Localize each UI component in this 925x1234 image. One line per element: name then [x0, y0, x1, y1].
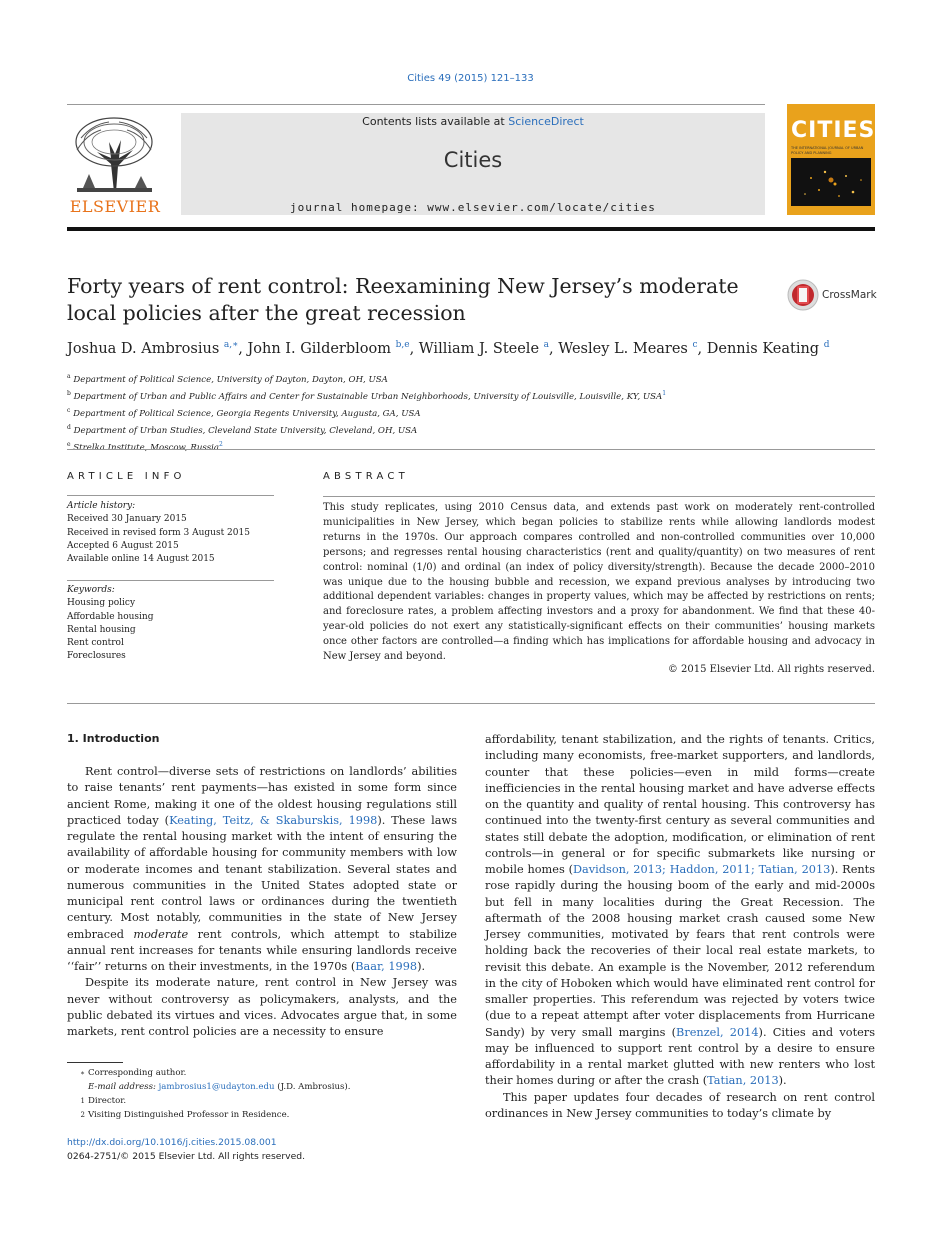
text-run: rent controls, which attempt to stabilize annual rent increases for tenants while ensuring landlords receive ‘‘fair’’ returns on their investments, in the 1970s ( — [67, 927, 457, 973]
keyword-item: Foreclosures — [67, 651, 126, 662]
paragraph: This paper updates four decades of research on rent control ordinances in New Jersey communities to today’s climate by — [485, 1090, 875, 1120]
affiliation-item — [67, 421, 875, 438]
footnote-item — [67, 1066, 457, 1080]
section-heading: 1. Introduction — [67, 732, 160, 745]
journal-name: Cities — [443, 148, 503, 172]
citation-link[interactable]: Tatian, 2013 — [707, 1074, 779, 1088]
elsevier-wordmark: ELSEVIER — [69, 197, 161, 216]
affiliation-list — [67, 370, 875, 455]
abstract-divider — [323, 496, 875, 497]
footnote-divider — [67, 1062, 123, 1063]
text-run: Rent control—diverse sets of restrictions on landlords’ abilities to raise tenants’ rent payments—has existed in some form since ancient Rome, making it one of the oldest housing regulations still practiced today ( — [67, 765, 457, 827]
author-affil-mark[interactable]: a,∗ — [223, 340, 239, 350]
text-run: affordability, tenant stabilization, and the rights of tenants. Critics, including many economists, free-market supporters, and landlords, counter that these policies—even in mild forms—create inefficiencies in the rental housing market and have adverse effects on the quantity and quality of rental housing. This controversy has continued into the twenty-first century as several communities and states still debate the adoption, modification, or elimination of rent controls—in general or for specific submarkets like nursing or mobile homes ( — [485, 733, 875, 876]
doi-link[interactable]: http://dx.doi.org/10.1016/j.cities.2015.08.001 — [67, 1137, 277, 1148]
keyword-item: Affordable housing — [67, 611, 154, 622]
article-info-heading: ARTICLE INFO — [67, 471, 186, 482]
affiliation-item — [67, 387, 875, 404]
affiliation-item — [67, 404, 875, 421]
citation-link[interactable]: Davidson, 2013; Haddon, 2011; Tatian, 2013 — [573, 863, 831, 876]
cover-title: CITIES — [791, 118, 875, 143]
text-run: ). Cities and voters may be influenced to support rent control by a desire to ensure affordability in a rental market glutted with new renters who lost their homes during or after the crash ( — [485, 1025, 875, 1088]
body-column-right — [485, 732, 875, 1122]
paragraph — [67, 764, 457, 975]
paragraph: Despite its moderate nature, rent control in New Jersey was never without controversy as policymakers, analysts, and the public debated its virtues and vices. Advocates argue that, in some markets, rent control policies are a necessity to ensure — [67, 976, 457, 1038]
history-item: Received in revised form 3 August 2015 — [67, 527, 250, 538]
history-item: Accepted 6 August 2015 — [67, 540, 179, 551]
keywords-label: Keywords: — [67, 585, 115, 595]
affil-mark: b — [67, 390, 71, 398]
author-affil-mark[interactable]: d — [823, 340, 830, 350]
email-suffix: (J.D. Ambrosius). — [277, 1082, 351, 1092]
history-item: Received 30 January 2015 — [67, 514, 187, 525]
citation-link[interactable]: Baar, 1998 — [355, 960, 418, 973]
text-run: ). — [778, 1074, 787, 1088]
contents-prefix: Contents lists available at — [362, 115, 505, 128]
footnote-text: Visiting Distinguished Professor in Residence. — [88, 1110, 290, 1120]
citation-link[interactable]: Keating, Teitz, & Skaburskis, 1998 — [169, 813, 378, 827]
contents-line — [181, 115, 765, 128]
article-title: Forty years of rent control: Reexamining New Jersey’s moderate local policies after the great recession — [67, 274, 739, 325]
affil-text: Department of Political Science, Georgia Regents University, Augusta, GA, USA — [73, 408, 421, 419]
crossmark-icon[interactable] — [787, 279, 819, 311]
affil-text: Department of Political Science, University of Dayton, Dayton, OH, USA — [73, 374, 388, 385]
journal-citation[interactable]: Cities 49 (2015) 121–133 — [407, 73, 534, 84]
issn-copyright: 0264-2751/© 2015 Elsevier Ltd. All rights reserved. — [67, 1151, 306, 1162]
author-affil-mark[interactable]: c — [692, 340, 698, 350]
paragraph — [485, 732, 875, 1090]
article-info-divider — [67, 495, 274, 496]
affil-mark: d — [67, 424, 71, 432]
body-column-left — [67, 764, 457, 1040]
affil-mark: e — [67, 441, 71, 449]
footnote-text: Corresponding author. — [88, 1068, 187, 1078]
history-item: Available online 14 August 2015 — [67, 554, 215, 565]
cover-image — [791, 158, 871, 206]
author-list: Joshua D. Ambrosius $^{a,∗}$, John I. Gilderbloom $^{b,e}$, William J. Steele $^a$, Wesley L. Meares $^c$, Dennis Keating $^d$ — [67, 340, 830, 357]
history-label: Article history: — [67, 501, 136, 511]
author-name[interactable]: Dennis Keating — [706, 340, 820, 357]
footnote-text: Director. — [88, 1096, 127, 1106]
affil-text: Department of Urban and Public Affairs and Center for Sustainable Urban Neighborhoods, University of Louisville, Louisville, KY, USA — [73, 391, 663, 402]
text-run: ). — [417, 960, 426, 973]
email-link[interactable]: jambrosius1@udayton.edu — [158, 1082, 275, 1092]
emphasis-text: moderate — [133, 927, 189, 941]
affil-footnote-mark[interactable]: 1 — [662, 390, 667, 398]
cover-city-lights-image — [791, 158, 871, 206]
author-name[interactable]: John I. Gilderbloom — [247, 340, 391, 357]
body-divider — [67, 703, 875, 704]
article-history — [67, 500, 274, 566]
keywords-divider — [67, 580, 274, 581]
top-divider — [67, 104, 765, 105]
affil-mark: c — [67, 407, 71, 415]
author-name[interactable]: Wesley L. Meares — [558, 340, 688, 357]
cover-subtitle: THE INTERNATIONAL JOURNAL OF URBAN POLICY AND PLANNING — [791, 146, 864, 155]
footnote-mark: 1 — [80, 1097, 85, 1105]
keyword-item: Housing policy — [67, 598, 136, 609]
keyword-item: Rent control — [67, 638, 124, 649]
footnote-item — [67, 1094, 457, 1108]
affiliation-item — [67, 370, 875, 387]
sciencedirect-link[interactable]: ScienceDirect — [508, 115, 584, 128]
affil-mark: a — [67, 373, 71, 380]
footnote-item — [67, 1108, 457, 1122]
affiliation-item — [67, 438, 875, 455]
text-run: ). These laws regulate the rental housing market with the intent of ensuring the availability of affordable housing for community members with low or moderate incomes and tenant stabilization. Several states and numerous communities in the United States adopted state or municipal rent control laws or ordinances during the twentieth century. Most notably, communities in the state of New Jersey embraced — [67, 813, 457, 941]
text-run: ). Rents rose rapidly during the housing boom of the early and mid-2000s but fell in many localities during the Great Recession. The aftermath of the 2008 housing market crash caused some New Jersey communities, motivated by fears that rent controls were holding back the recoveries of their local real estate markets, to revisit this debate. An example is the November, 2012 referendum in the city of Hoboken which would have eliminated rent control for smaller properties. This referendum was rejected by voters twice (due to a repeat attempt after voter displacements from Hurricane Sandy) by very small margins ( — [485, 863, 875, 1039]
keywords-block — [67, 584, 274, 664]
abstract-heading: ABSTRACT — [323, 471, 409, 482]
footnote-item — [67, 1080, 457, 1094]
author-affil-mark[interactable]: a — [543, 340, 550, 350]
abstract-copyright: © 2015 Elsevier Ltd. All rights reserved. — [667, 664, 875, 675]
affil-footnote-mark[interactable]: 2 — [219, 441, 223, 449]
abstract-text: This study replicates, using 2010 Census data, and extends past work on moderately rent-controlled municipalities in New Jersey, which began policies to stabilize rents while allowing landlords modest returns in the 1970s. Our approach compares controlled and non-controlled communities over 10,000 persons; and regresses rental housing characteristics (rent and quality/quantity) on two measures of rent control: nominal (1/0) and ordinal (an index of policy diversity/strength). Because the decade 2000–2010 was unique due to the housing bubble and recession, we expand previous analyses by introducing two additional dependent variables: changes in property values, which may be affected by restrictions on rents; and foreclosure rates, a problem affecting investors and a proxy for abandonment. We find that these 40-year-old policies do not exert any statistically-significant effects on their communities’ housing markets once other factors are controlled—a finding which has implications for affordable housing and advocacy in New Jersey and beyond. — [323, 502, 875, 663]
email-label: E-mail address: — [88, 1082, 156, 1092]
footnote-mark: ∗ — [80, 1069, 85, 1077]
affil-text: Department of Urban Studies, Cleveland State University, Cleveland, OH, USA — [73, 426, 418, 437]
header-thick-divider — [67, 227, 875, 231]
crossmark-label[interactable]: CrossMark — [822, 289, 877, 301]
citation-link[interactable]: Brenzel, 2014 — [676, 1025, 759, 1039]
affiliation-divider — [67, 449, 875, 450]
footnote-mark: 2 — [80, 1111, 85, 1119]
footnotes — [67, 1066, 457, 1122]
author-affil-mark[interactable]: b,e — [395, 340, 410, 350]
author-name[interactable]: Joshua D. Ambrosius — [67, 340, 220, 357]
journal-homepage[interactable]: journal homepage: www.elsevier.com/locate/cities — [290, 201, 656, 214]
author-name[interactable]: William J. Steele — [418, 340, 540, 357]
journal-cover — [787, 104, 875, 215]
keyword-item: Rental housing — [67, 624, 136, 635]
